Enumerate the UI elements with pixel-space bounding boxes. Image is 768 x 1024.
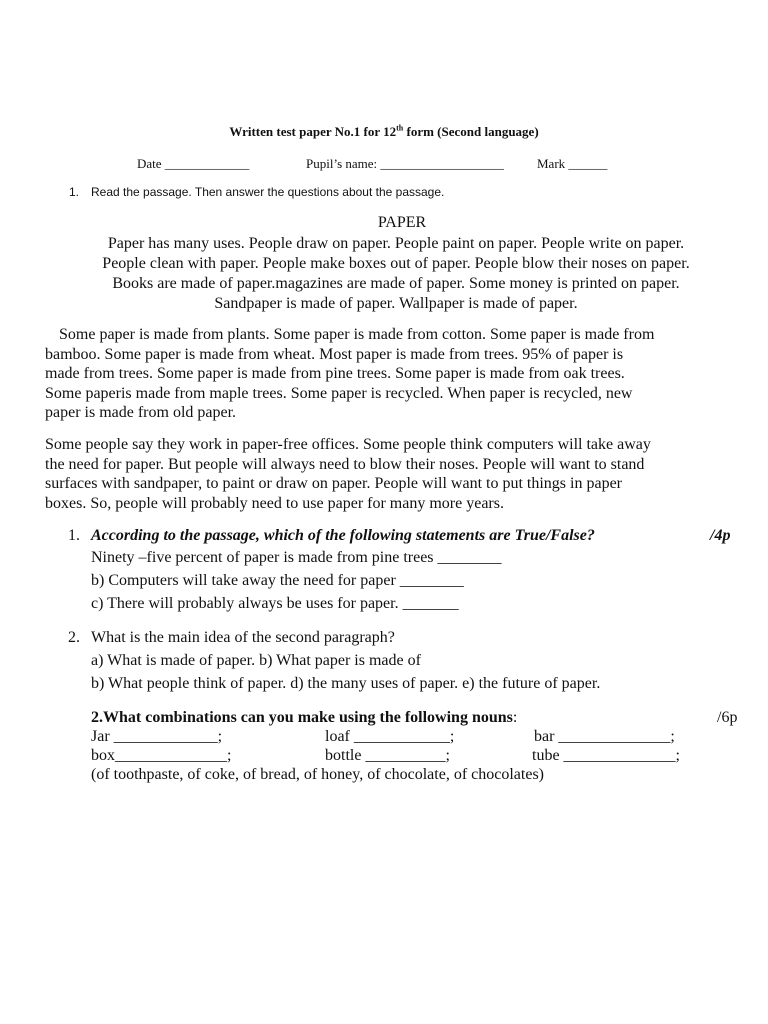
combination-blank-bottle[interactable]: bottle __________;	[325, 747, 450, 764]
question-1-item[interactable]: c) There will probably always be uses for paper. _______	[91, 595, 459, 612]
question-1-item[interactable]: Ninety –five percent of paper is made from pine trees ________	[91, 549, 502, 566]
test-title-text: Written test paper No.1 for 12	[229, 124, 397, 139]
question-1-points: /4p	[710, 527, 731, 544]
question-3-prompt-colon: :	[512, 709, 518, 726]
combination-blank-bar[interactable]: bar ______________;	[534, 728, 675, 745]
combination-blank-loaf[interactable]: loaf ____________;	[325, 728, 455, 745]
question-3-prompt	[91, 709, 517, 727]
paragraph-3-line: boxes. So, people will probably need to use paper for many more years.	[45, 495, 504, 512]
question-1-item[interactable]: b) Computers will take away the need for paper ________	[91, 572, 464, 589]
paragraph-2-line: paper is made from old paper.	[45, 404, 237, 421]
pupil-name-field[interactable]: Pupil’s name: ___________________	[306, 156, 504, 171]
question-2-number: 2.	[68, 629, 80, 646]
paragraph-2-line: Some paper is made from plants. Some paper is made from cotton. Some paper is made from	[59, 326, 655, 343]
question-3-prompt-text: 2.What combinations can you make using the following nouns	[91, 709, 513, 726]
test-title	[0, 124, 768, 140]
paragraph-1-line: People clean with paper. People make boxes out of paper. People blow their noses on paper.	[102, 255, 690, 272]
paragraph-2-line: Some paperis made from maple trees. Some paper is recycled. When paper is recycled, new	[45, 385, 633, 402]
paragraph-1-line: Paper has many uses. People draw on paper. People paint on paper. People write on paper.	[107, 235, 685, 252]
ordinal-suffix: th	[396, 123, 404, 133]
instruction-number: 1.	[69, 185, 80, 199]
paragraph-2-line: bamboo. Some paper is made from wheat. Most paper is made from trees. 95% of paper is	[45, 346, 624, 363]
instruction	[69, 185, 444, 199]
paragraph-2-line: made from trees. Some paper is made from pine trees. Some paper is made from oak trees.	[45, 365, 625, 382]
combination-blank-jar[interactable]: Jar _____________;	[91, 728, 223, 745]
question-1-number: 1.	[68, 527, 80, 544]
instruction-text: Read the passage. Then answer the questions about the passage.	[91, 185, 445, 199]
mark-field[interactable]: Mark ______	[537, 156, 608, 171]
paragraph-1-line: Books are made of paper.magazines are made of paper. Some money is printed on paper.	[112, 275, 680, 292]
passage-title: PAPER	[377, 214, 427, 231]
question-3-points: /6p	[717, 709, 738, 726]
test-title-text-end: form (Second language)	[403, 124, 539, 139]
question-2-prompt: What is the main idea of the second paragraph?	[91, 629, 395, 646]
question-2-option[interactable]: b) What people think of paper. d) the many uses of paper. e) the future of paper.	[91, 675, 601, 692]
combination-blank-tube[interactable]: tube ______________;	[532, 747, 680, 764]
combination-blank-box[interactable]: box______________;	[91, 747, 232, 764]
paragraph-3-line: the need for paper. But people will always need to blow their noses. People will want to stand	[45, 456, 645, 473]
question-2-option[interactable]: a) What is made of paper. b) What paper is made of	[91, 652, 421, 669]
combination-hint: (of toothpaste, of coke, of bread, of honey, of chocolate, of chocolates)	[91, 766, 545, 783]
date-field[interactable]: Date _____________	[137, 156, 250, 171]
paragraph-1-line: Sandpaper is made of paper. Wallpaper is made of paper.	[214, 295, 578, 312]
paragraph-3-line: Some people say they work in paper-free offices. Some people think computers will take away	[45, 436, 651, 453]
question-1-prompt: According to the passage, which of the following statements are True/False?	[91, 527, 595, 544]
paragraph-3-line: surfaces with sandpaper, to paint or draw on paper. People will want to put things in paper	[45, 475, 622, 492]
